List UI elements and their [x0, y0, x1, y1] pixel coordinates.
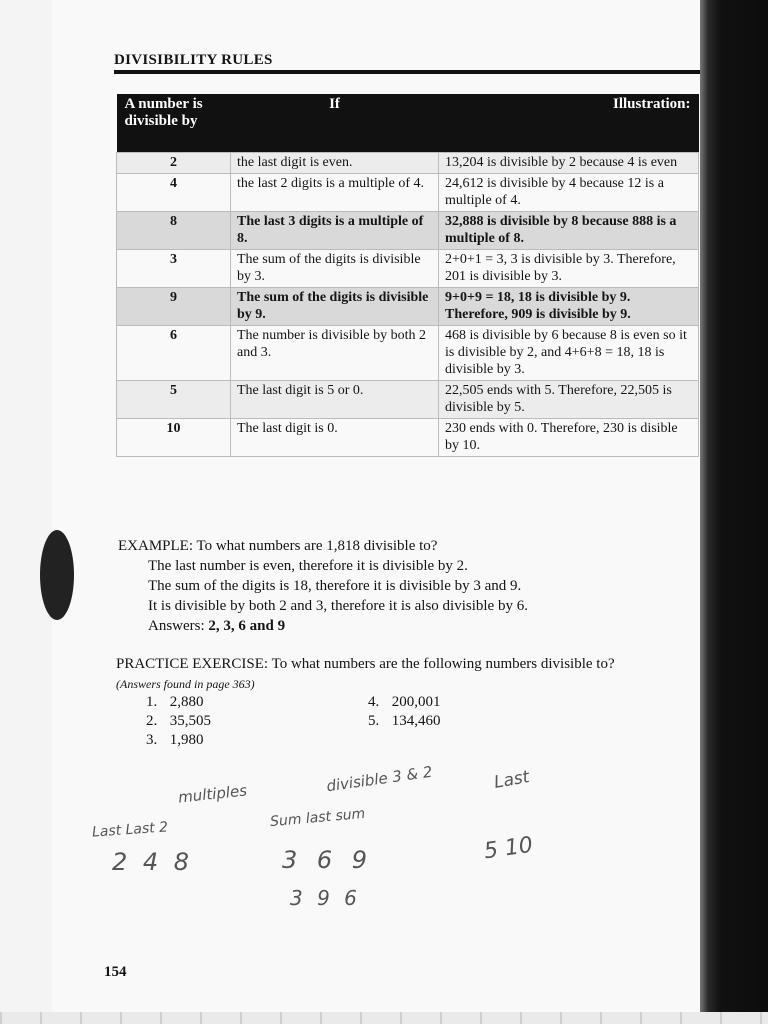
rule-condition: The sum of the digits is divisible by 9. — [231, 288, 439, 326]
example-line: The last number is even, therefore it is divisible by 2. — [148, 558, 468, 574]
practice-note: (Answers found in page 363) — [116, 677, 255, 691]
example-block — [118, 536, 528, 636]
rule-row — [117, 288, 699, 326]
handwritten-248: 2 4 8 — [112, 848, 194, 876]
answers-value: 2, 3, 6 and 9 — [208, 618, 286, 634]
rule-illustration: 32,888 is divisible by 8 because 888 is a multiple of 8. — [439, 212, 699, 250]
rule-row — [117, 174, 699, 212]
thumb-shadow — [40, 530, 74, 620]
header-if: If — [231, 94, 439, 153]
rule-divisor: 2 — [117, 153, 231, 174]
rule-illustration: 2+0+1 = 3, 3 is divisible by 3. Therefore, 201 is divisible by 3. — [439, 250, 699, 288]
rule-illustration: 24,612 is divisible by 4 because 12 is a multiple of 4. — [439, 174, 699, 212]
example-answers — [118, 616, 528, 636]
practice-list-left — [146, 693, 211, 750]
rule-divisor: 5 — [117, 381, 231, 419]
handwritten-369: 3 6 9 — [282, 846, 374, 874]
handwritten-multiples: multiples — [177, 781, 248, 807]
rule-divisor: 8 — [117, 212, 231, 250]
practice-item: 4. 200,001 — [368, 694, 441, 710]
handwritten-510: 5 10 — [482, 832, 535, 865]
rule-illustration: 468 is divisible by 6 because 8 is even so it is divisible by 2, and 4+6+8 = 18, 18 is divisible by 3. — [439, 326, 699, 381]
header-divisible-by: A number is divisible by — [117, 94, 231, 153]
practice-title: PRACTICE EXERCISE: To what numbers are the following numbers divisible to? — [116, 656, 615, 672]
handwritten-divisible: divisible 3 & 2 — [325, 762, 434, 796]
rule-condition: The last 3 digits is a multiple of 8. — [231, 212, 439, 250]
rule-illustration: 230 ends with 0. Therefore, 230 is disible by 10. — [439, 419, 699, 457]
rule-condition: The sum of the digits is divisible by 3. — [231, 250, 439, 288]
rule-condition: the last digit is even. — [231, 153, 439, 174]
rule-row — [117, 326, 699, 381]
answers-label: Answers: — [148, 618, 205, 634]
page-edge-shadow — [700, 0, 768, 1024]
handwritten-sum-last-sum: Sum last sum — [269, 805, 366, 831]
rule-row — [117, 212, 699, 250]
rule-row — [117, 419, 699, 457]
rule-condition: the last 2 digits is a multiple of 4. — [231, 174, 439, 212]
rule-illustration: 9+0+9 = 18, 18 is divisible by 9. Therefore, 909 is divisible by 9. — [439, 288, 699, 326]
example-line: It is divisible by both 2 and 3, therefore it is also divisible by 6. — [148, 598, 528, 614]
practice-item: 5. 134,460 — [368, 713, 441, 729]
practice-item: 3. 1,980 — [146, 732, 204, 748]
page-number: 154 — [104, 964, 127, 980]
rule-row — [117, 250, 699, 288]
rule-divisor: 6 — [117, 326, 231, 381]
rule-illustration: 13,204 is divisible by 2 because 4 is even — [439, 153, 699, 174]
rule-illustration: 22,505 ends with 5. Therefore, 22,505 is divisible by 5. — [439, 381, 699, 419]
practice-item: 1. 2,880 — [146, 694, 204, 710]
rule-row — [117, 153, 699, 174]
rule-condition: The last digit is 0. — [231, 419, 439, 457]
example-question: EXAMPLE: To what numbers are 1,818 divisible to? — [118, 538, 438, 554]
rule-divisor: 9 — [117, 288, 231, 326]
rule-divisor: 4 — [117, 174, 231, 212]
rule-divisor: 10 — [117, 419, 231, 457]
rule-condition: The last digit is 5 or 0. — [231, 381, 439, 419]
divisibility-table — [116, 94, 699, 457]
handwritten-last: Last — [492, 767, 531, 793]
practice-item: 2. 35,505 — [146, 713, 211, 729]
section-title: DIVISIBILITY RULES — [114, 52, 700, 74]
handwritten-396: 3 9 6 — [290, 886, 361, 910]
handwritten-last-last: Last Last 2 — [91, 819, 169, 841]
header-illustration: Illustration: — [439, 94, 699, 153]
rule-divisor: 3 — [117, 250, 231, 288]
rule-row — [117, 381, 699, 419]
example-line: The sum of the digits is 18, therefore it is divisible by 3 and 9. — [148, 578, 522, 594]
rule-condition: The number is divisible by both 2 and 3. — [231, 326, 439, 381]
ruler-edge — [0, 1012, 768, 1024]
practice-list-right — [368, 693, 441, 731]
